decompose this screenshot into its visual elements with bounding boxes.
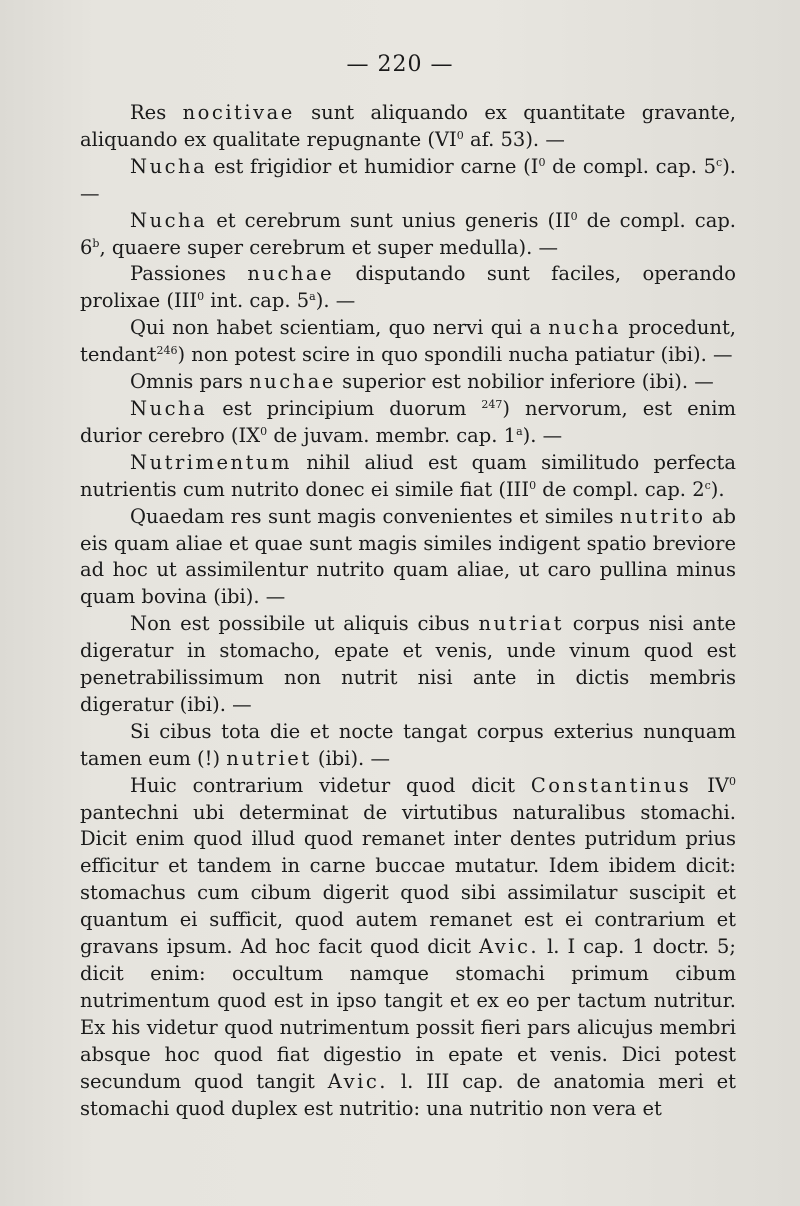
text: Si cibus tota die et nocte tangat corpus exterius nunquam tamen eum (!)	[80, 719, 736, 770]
text: ) nervorum, est enim durior cerebro (IX	[80, 396, 736, 447]
footnote-ref: 246	[156, 344, 178, 358]
paragraph	[80, 719, 736, 773]
text: Huic contrarium videtur quod dicit	[130, 773, 531, 797]
paragraph	[80, 154, 736, 208]
spaced-keyword: Avic.	[478, 935, 540, 959]
text: corpus nisi ante digeratur in stomacho, epate et venis, unde vinum quod est penetrabilissimum non nutrit nisi ante in dictis membris digeratur (ibi). —	[80, 612, 736, 716]
text: ).	[710, 477, 725, 501]
text: est principium duorum	[207, 396, 482, 420]
text: nihil aliud est quam similitudo perfecta nutrientis cum nutrito donec ei simile fiat (III	[80, 450, 736, 501]
text: Qui non habet scientiam, quo nervi qui a	[130, 316, 549, 340]
text: pantechni ubi determinat de virtutibus naturalibus stomachi. Dicit enim quod illud quod remanet inter dentes putridum prius efficitur et tandem in carne buccae mutatur. Idem ibidem dicit: stomachus cum cibum digerit quod sibi assimilatur suscipit et quantum ei sufficit, quod autem remanet est ei contrarium et gravans ipsum. Ad hoc facit quod dicit	[80, 800, 736, 959]
spaced-keyword: nucha	[548, 316, 622, 340]
text: af. 53). —	[463, 127, 565, 151]
superscript: 0	[570, 209, 578, 223]
text: procedunt, tendant	[80, 316, 736, 367]
spaced-keyword: nocitivae	[182, 101, 295, 124]
text: Res	[130, 101, 183, 124]
text: ). —	[80, 154, 736, 205]
spaced-keyword: nutriat	[478, 612, 564, 636]
text: ab eis quam aliae et quae sunt magis similes indigent spatio breviore ad hoc ut assimilentur nutrito quam aliae, ut caro pullina minus quam bovina (ibi). —	[80, 504, 736, 609]
superscript: 0	[197, 290, 205, 304]
text: de compl. cap. 5	[545, 154, 717, 178]
paragraph	[80, 315, 736, 369]
paragraph	[80, 369, 736, 396]
superscript: 0	[529, 478, 537, 492]
superscript: c	[704, 478, 711, 492]
text: , quaere super cerebrum et super medulla). —	[99, 235, 558, 259]
text: superior est nobilior inferiore (ibi). —	[335, 370, 714, 394]
spaced-keyword: Avic.	[327, 1069, 388, 1093]
footnote-ref: 247	[481, 397, 503, 411]
text: int. cap. 5	[204, 289, 310, 313]
spaced-keyword: Nutrimentum	[130, 450, 292, 474]
text: IV	[691, 773, 730, 797]
superscript: 0	[538, 155, 546, 169]
paragraph	[80, 396, 736, 450]
text: ). —	[315, 289, 356, 313]
spaced-keyword: Nucha	[130, 208, 208, 232]
paragraph	[80, 450, 736, 504]
spaced-keyword: nuchae	[249, 370, 336, 394]
text: Quaedam res sunt magis convenientes et similes	[130, 504, 620, 528]
text: de compl. cap. 6	[80, 208, 736, 259]
text: Non est possibile ut aliquis cibus	[130, 612, 479, 636]
text: l. III cap. de anatomia meri et stomachi quod duplex est nutritio: una nutritio non vera et	[80, 1069, 737, 1120]
page-body	[80, 100, 736, 1122]
text: Omnis pars	[130, 370, 250, 394]
spaced-keyword: Constantinus	[530, 773, 692, 797]
superscript: 0	[729, 774, 737, 788]
superscript: a	[309, 290, 316, 304]
text: (ibi). —	[311, 746, 390, 770]
superscript: a	[516, 424, 523, 438]
superscript: c	[716, 155, 723, 169]
text: de compl. cap. 2	[536, 477, 705, 501]
text: sunt aliquando ex quantitate gravante, aliquando ex qualitate repugnante (VI	[80, 101, 736, 151]
text: l. I cap. 1 doctr. 5; dicit enim: occultum namque stomachi primum cibum nutrimentum quod est in ipso tangit et ex eo per tactum nutritur. Ex his videtur quod nutrimentum possit fieri pars alicujus membri absque hoc quod fiat digestio in epate et venis. Dici potest secundum quod tangit	[80, 935, 736, 1093]
text: et cerebrum sunt unius generis (II	[207, 208, 571, 232]
text: est frigidior et humidior carne (I	[207, 154, 539, 178]
text: ). —	[522, 423, 563, 447]
paragraph	[80, 208, 736, 262]
text: ) non potest scire in quo spondili nucha patiatur (ibi). —	[177, 343, 733, 367]
spaced-keyword: nutriet	[226, 746, 312, 770]
superscript: 0	[260, 424, 268, 438]
page-number: — 220 —	[346, 52, 454, 77]
paragraph	[80, 773, 736, 1123]
paragraph	[80, 100, 736, 154]
superscript: b	[92, 236, 100, 250]
text: de juvam. membr. cap. 1	[267, 423, 517, 447]
spaced-keyword: Nucha	[130, 396, 208, 420]
paragraph	[80, 611, 736, 719]
superscript: 0	[456, 128, 464, 142]
text: Passiones	[130, 262, 248, 286]
paragraph	[80, 504, 736, 612]
text: disputando sunt faciles, operando prolixae (III	[80, 262, 736, 313]
spaced-keyword: nuchae	[247, 262, 335, 286]
spaced-keyword: nutrito	[619, 504, 706, 528]
paragraph	[80, 261, 736, 315]
spaced-keyword: Nucha	[130, 154, 208, 178]
